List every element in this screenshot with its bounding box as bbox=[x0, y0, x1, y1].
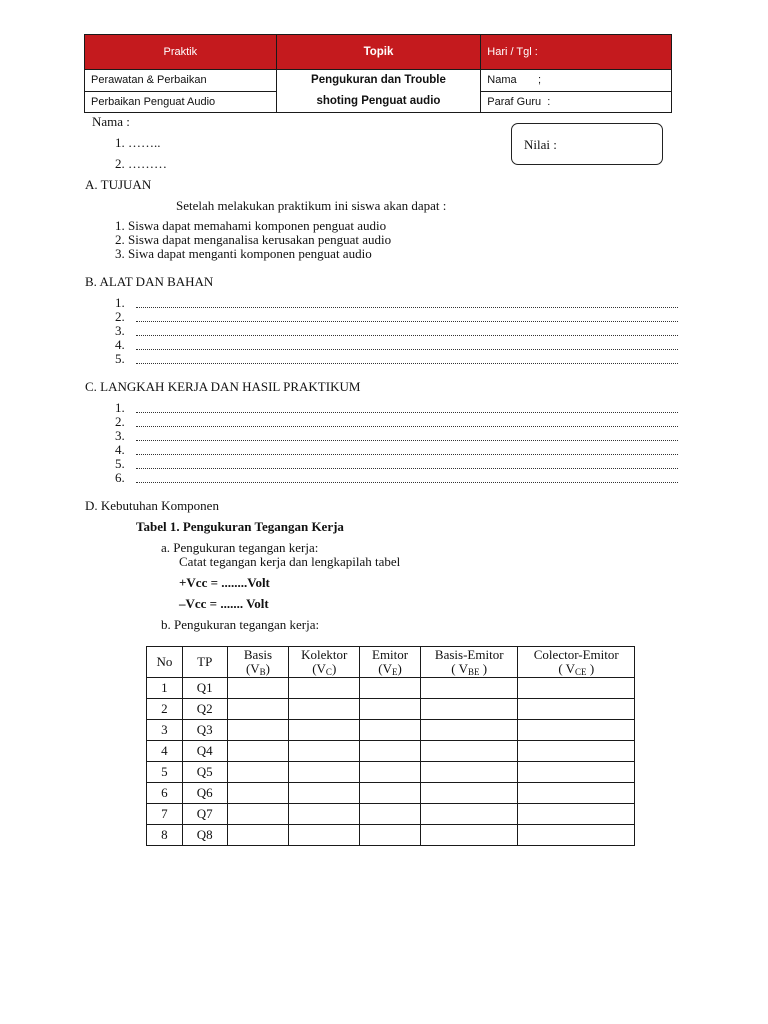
cell-basis[interactable] bbox=[227, 720, 289, 741]
alat-line-2[interactable] bbox=[136, 312, 678, 322]
nilai-label: Nilai : bbox=[524, 137, 557, 152]
table-row bbox=[147, 783, 635, 804]
row-no: 6 bbox=[147, 783, 183, 804]
cell-basis-emitor[interactable] bbox=[420, 783, 518, 804]
cell-basis[interactable] bbox=[227, 762, 289, 783]
section-d-title: D. Kebutuhan Komponen bbox=[85, 498, 219, 513]
tujuan-item-2: 2. Siswa dapat menganalisa kerusakan penguat audio bbox=[115, 232, 392, 247]
col-basis-label: Basis bbox=[243, 647, 273, 662]
langkah-num-4: 4. bbox=[115, 442, 125, 457]
col-colector-emitor bbox=[518, 647, 635, 678]
cell-colector-emitor[interactable] bbox=[518, 699, 635, 720]
tujuan-item-1: 1. Siswa dapat memahami komponen penguat audio bbox=[115, 218, 387, 233]
col-emitor bbox=[360, 647, 421, 678]
row-tp: Q8 bbox=[182, 825, 227, 846]
table-row bbox=[147, 762, 635, 783]
row-tp: Q1 bbox=[182, 678, 227, 699]
row-tp: Q6 bbox=[182, 783, 227, 804]
header-topik: Topik bbox=[276, 35, 481, 70]
cell-kolektor[interactable] bbox=[289, 762, 360, 783]
row-tp: Q5 bbox=[182, 762, 227, 783]
cell-emitor[interactable] bbox=[360, 678, 421, 699]
cell-colector-emitor[interactable] bbox=[518, 804, 635, 825]
alat-line-3[interactable] bbox=[136, 326, 678, 336]
topic-line2: shoting Penguat audio bbox=[316, 95, 441, 107]
col-basis-emitor bbox=[420, 647, 518, 678]
row-tp: Q7 bbox=[182, 804, 227, 825]
paraf-guru-cell[interactable]: Paraf Guru : bbox=[481, 91, 672, 113]
langkah-line-1[interactable] bbox=[136, 403, 678, 413]
cell-kolektor[interactable] bbox=[289, 783, 360, 804]
cell-colector-emitor[interactable] bbox=[518, 762, 635, 783]
header-praktik: Praktik bbox=[85, 35, 277, 70]
nilai-box[interactable] bbox=[511, 123, 663, 165]
langkah-num-1: 1. bbox=[115, 400, 125, 415]
alat-num-5: 5. bbox=[115, 351, 125, 366]
cell-emitor[interactable] bbox=[360, 699, 421, 720]
cell-colector-emitor[interactable] bbox=[518, 825, 635, 846]
nama-item-2[interactable]: 2. ……… bbox=[115, 156, 167, 171]
alat-num-3: 3. bbox=[115, 323, 125, 338]
row-tp: Q3 bbox=[182, 720, 227, 741]
row-tp: Q4 bbox=[182, 741, 227, 762]
alat-num-2: 2. bbox=[115, 309, 125, 324]
cell-kolektor[interactable] bbox=[289, 741, 360, 762]
topic-cell bbox=[276, 70, 481, 113]
table-row bbox=[147, 825, 635, 846]
cell-basis-emitor[interactable] bbox=[420, 762, 518, 783]
cell-basis-emitor[interactable] bbox=[420, 678, 518, 699]
step-a-sub: Catat tegangan kerja dan lengkapilah tabel bbox=[179, 554, 401, 569]
row-no: 3 bbox=[147, 720, 183, 741]
row-no: 4 bbox=[147, 741, 183, 762]
col-colector-emitor-label: Colector-Emitor bbox=[533, 647, 619, 662]
cell-basis-emitor[interactable] bbox=[420, 720, 518, 741]
alat-num-4: 4. bbox=[115, 337, 125, 352]
cell-kolektor[interactable] bbox=[289, 804, 360, 825]
cell-emitor[interactable] bbox=[360, 825, 421, 846]
row-no: 5 bbox=[147, 762, 183, 783]
cell-basis-emitor[interactable] bbox=[420, 825, 518, 846]
cell-colector-emitor[interactable] bbox=[518, 783, 635, 804]
row-tp: Q2 bbox=[182, 699, 227, 720]
col-no: No bbox=[147, 647, 183, 678]
row-no: 7 bbox=[147, 804, 183, 825]
section-a-title: A. TUJUAN bbox=[85, 177, 152, 192]
col-kolektor-label: Kolektor bbox=[301, 647, 348, 662]
alat-line-1[interactable] bbox=[136, 298, 678, 308]
cell-colector-emitor[interactable] bbox=[518, 678, 635, 699]
cell-basis[interactable] bbox=[227, 804, 289, 825]
cell-colector-emitor[interactable] bbox=[518, 720, 635, 741]
praktik-row1: Perawatan & Perbaikan bbox=[85, 70, 277, 92]
langkah-line-4[interactable] bbox=[136, 445, 678, 455]
alat-line-5[interactable] bbox=[136, 354, 678, 364]
nama-item-1[interactable]: 1. …….. bbox=[115, 135, 161, 150]
nama-label: Nama : bbox=[92, 114, 130, 129]
section-a-intro: Setelah melakukan praktikum ini siswa akan dapat : bbox=[176, 198, 447, 213]
col-kolektor-symbol: $(V_C)$ bbox=[312, 661, 337, 677]
cell-emitor[interactable] bbox=[360, 804, 421, 825]
langkah-num-2: 2. bbox=[115, 414, 125, 429]
cell-basis[interactable] bbox=[227, 783, 289, 804]
col-basis-symbol: $(V_B)$ bbox=[245, 661, 271, 677]
langkah-line-6[interactable] bbox=[136, 473, 678, 483]
cell-basis-emitor[interactable] bbox=[420, 741, 518, 762]
langkah-line-5[interactable] bbox=[136, 459, 678, 469]
cell-emitor[interactable] bbox=[360, 720, 421, 741]
cell-basis[interactable] bbox=[227, 741, 289, 762]
step-a-label: a. Pengukuran tegangan kerja: bbox=[161, 540, 319, 555]
measurement-table bbox=[146, 646, 635, 846]
row-no: 8 bbox=[147, 825, 183, 846]
col-kolektor bbox=[289, 647, 360, 678]
table-title: Tabel 1. Pengukuran Tegangan Kerja bbox=[136, 519, 344, 534]
langkah-num-6: 6. bbox=[115, 470, 125, 485]
header-hari-tgl: Hari / Tgl : bbox=[481, 35, 672, 70]
col-colector-emitor-symbol: ( $V_{CE}$ ) bbox=[558, 661, 595, 677]
cell-emitor[interactable] bbox=[360, 762, 421, 783]
cell-emitor[interactable] bbox=[360, 783, 421, 804]
header-table bbox=[84, 34, 672, 113]
tujuan-item-3: 3. Siwa dapat menganti komponen penguat audio bbox=[115, 246, 372, 261]
cell-basis[interactable] bbox=[227, 825, 289, 846]
vcc-negative[interactable]: –Vcc = ....... Volt bbox=[179, 596, 269, 611]
table-row bbox=[147, 804, 635, 825]
col-basis bbox=[227, 647, 289, 678]
alat-num-1: 1. bbox=[115, 295, 125, 310]
col-tp: TP bbox=[182, 647, 227, 678]
langkah-num-5: 5. bbox=[115, 456, 125, 471]
section-c-title: C. LANGKAH KERJA DAN HASIL PRAKTIKUM bbox=[85, 379, 361, 394]
row-no: 1 bbox=[147, 678, 183, 699]
cell-kolektor[interactable] bbox=[289, 699, 360, 720]
langkah-line-3[interactable] bbox=[136, 431, 678, 441]
table-row bbox=[147, 720, 635, 741]
table-row bbox=[147, 699, 635, 720]
topic-line1: Pengukuran dan Trouble bbox=[311, 74, 446, 86]
col-emitor-label: Emitor bbox=[372, 647, 409, 662]
vcc-positive[interactable]: +Vcc = ........Volt bbox=[179, 575, 270, 590]
col-emitor-symbol: $(V_E)$ bbox=[378, 661, 402, 677]
cell-basis-emitor[interactable] bbox=[420, 699, 518, 720]
table-row bbox=[147, 678, 635, 699]
cell-kolektor[interactable] bbox=[289, 720, 360, 741]
langkah-num-3: 3. bbox=[115, 428, 125, 443]
cell-kolektor[interactable] bbox=[289, 825, 360, 846]
praktik-row2: Perbaikan Penguat Audio bbox=[85, 91, 277, 113]
table-row bbox=[147, 741, 635, 762]
col-basis-emitor-symbol: ( $V_{BE}$ ) bbox=[451, 661, 488, 677]
section-b-title: B. ALAT DAN BAHAN bbox=[85, 274, 214, 289]
langkah-line-2[interactable] bbox=[136, 417, 678, 427]
cell-colector-emitor[interactable] bbox=[518, 741, 635, 762]
col-basis-emitor-label: Basis-Emitor bbox=[434, 647, 504, 662]
cell-kolektor[interactable] bbox=[289, 678, 360, 699]
step-b-label: b. Pengukuran tegangan kerja: bbox=[161, 617, 320, 632]
cell-emitor[interactable] bbox=[360, 741, 421, 762]
cell-basis[interactable] bbox=[227, 678, 289, 699]
row-no: 2 bbox=[147, 699, 183, 720]
alat-line-4[interactable] bbox=[136, 340, 678, 350]
cell-basis[interactable] bbox=[227, 699, 289, 720]
nama-cell[interactable]: Nama ; bbox=[481, 70, 672, 92]
cell-basis-emitor[interactable] bbox=[420, 804, 518, 825]
